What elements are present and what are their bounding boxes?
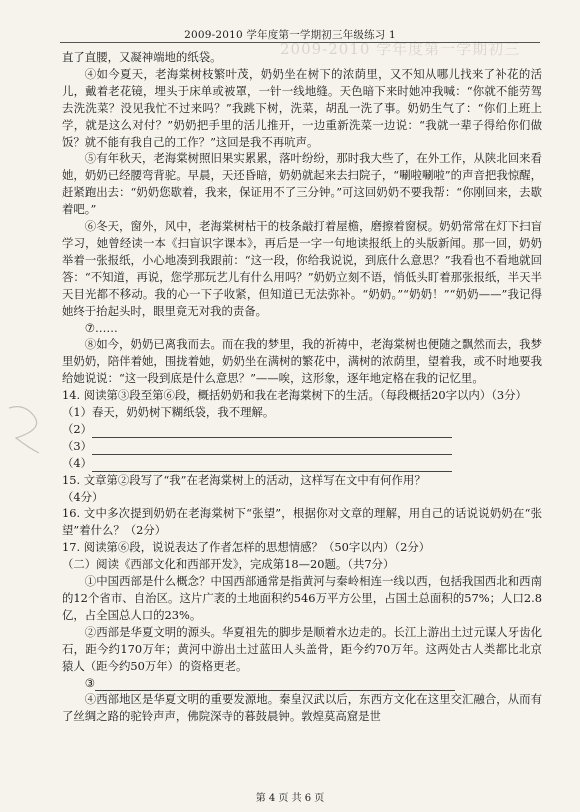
exam-body bbox=[62, 49, 542, 725]
answer-blank[interactable] bbox=[92, 459, 452, 472]
section-2-paragraph: ④西部地区是华夏文明的重要发源地。秦皇汉武以后，东西方文化在这里交汇融合，从而有了丝绸之路的驼铃声声，佛院深寺的暮鼓晨钟。敦煌莫高窟是世 bbox=[62, 692, 542, 724]
passage-paragraph: ⑥冬天，窗外，风中，老海棠树枯干的枝条敲打着屋檐，磨擦着窗棂。奶奶常常在灯下扫盲学习，她曾经读一本《扫盲识字课本》，再后是一字一句地读报纸上的头版新闻。那一回，奶奶举着一张报纸，小心地凑到我跟前：“这一段，你给我说说，到底什么意思？”我看也不看地就回答：“不知道，再说，您学那玩艺儿有什么用吗？”奶奶立刻不语，悄低头盯着那张报纸，半天半天目光都不移动。我的心一下子收紧，但知道已无法弥补。“奶奶。”“奶奶！”“奶奶——”我记得她终于抬起头时，眼里竟无对我的责备。 bbox=[62, 219, 542, 318]
answer-14-1: （1）春天，奶奶树下糊纸袋，我不理解。 bbox=[62, 405, 275, 420]
question-17: 17. 阅读第⑥段，说说表达了作者怎样的思想情感？（50字以内）（2分） bbox=[62, 540, 431, 555]
question-15: 15. 文章第②段写了“我”在老海棠树上的活动，这样写在文中有何作用？ bbox=[62, 472, 426, 487]
answer-blank[interactable] bbox=[92, 425, 452, 438]
page-footer: 第 4 页 共 6 页 bbox=[255, 793, 325, 804]
passage-paragraph: 直了直腰，又凝神端地的纸袋。 bbox=[62, 50, 222, 64]
passage-paragraph: ⑤有年秋天，老海棠树照旧果实累累，落叶纷纷，那时我大些了，在外工作，从陕北回来看她，奶奶已经腰弯背驼。早晨，天还昏暗，奶奶就起来去扫院子，“唰啦唰啦”的声音把我惊醒，赶紧跑出去：“奶奶您歇着，我来，保证用不了三分钟。”可这回奶奶不要我帮：“你刚回来，去歇着吧。” bbox=[62, 151, 542, 217]
question-15-score: （4分） bbox=[62, 489, 104, 504]
answer-14-3: （3） bbox=[62, 438, 542, 455]
passage-paragraph: ④如今夏天，老海棠树枝繁叶茂，奶奶坐在树下的浓荫里，又不知从哪儿找来了补花的活儿，戴着老花镜，埋头于床单或被罩，一针一线地缝。天色暗下来时她冲我喊：“你就不能劳驾去洗洗菜？没见我忙不过来吗？”我跳下树，洗菜，胡乱一洗了事。奶奶生气了：“你们上班上学，就是这么对付？”奶奶把手里的活儿推开，一边重新洗菜一边说：“我就一辈子得给你们做饭？就不能有我自己的工作？”这回是我不再吭声。 bbox=[62, 66, 542, 149]
section-2-paragraph: ②西部是华夏文明的源头。华夏祖先的脚步是顺着水边走的。长江上游出土过元谋人牙齿化石，距今约170万年；黄河中游出土过蓝田人头盖骨，距今约70万年。这两处古人类都比北京猿人（距今约50万年）的资格更老。 bbox=[62, 624, 542, 673]
answer-14-2: （2） bbox=[62, 421, 542, 438]
answer-blank[interactable] bbox=[92, 442, 452, 455]
page-header: 2009-2010 学年度第一学期初三年级练习 1 bbox=[184, 29, 396, 41]
section-2-title: （二）阅读《西部文化和西部开发》，完成第18—20题。（共7分） bbox=[62, 557, 395, 572]
header-divider bbox=[60, 42, 540, 43]
margin-pencil-mark bbox=[4, 398, 44, 458]
section-2-paragraph-3: ③ bbox=[62, 675, 542, 692]
section-2-paragraph: ①中国西部是什么概念？中国西部通常是指黄河与秦岭相连一线以西，包括我国西北和西南的12个省市、自治区。这片广袤的土地面积约546万平方公里，占国土总面积的57%；人口2.8亿，占全国总人口的23%。 bbox=[62, 574, 542, 622]
question-14: 14. 阅读第③段至第⑥段，概括奶奶和我在老海棠树下的生活。（每段概括20字以内）（3分） bbox=[62, 388, 527, 403]
answer-blank[interactable] bbox=[95, 678, 455, 691]
answer-14-4: （4） bbox=[62, 455, 542, 472]
question-16: 16. 文中多次提到奶奶在老海棠树下“张望”，根据你对文章的理解，用自己的话说说奶奶在“张望”着什么？（2分） bbox=[62, 506, 542, 538]
bleed-through-text: 2009-2010 学年度第一学期初三 bbox=[280, 40, 521, 58]
passage-paragraph: ⑦…… bbox=[84, 320, 118, 335]
passage-paragraph: ⑧如今，奶奶已离我而去。而在我的梦里，我的祈祷中，老海棠树也便随之飘然而去，我梦里奶奶，陪伴着她，围拢着她，奶奶坐在满树的繁花中，满树的浓荫里，望着我，或不时地要我给她说说：“这一段到底是什么意思？”——唉，这形象，逐年地定格在我的记忆里。 bbox=[62, 337, 542, 386]
